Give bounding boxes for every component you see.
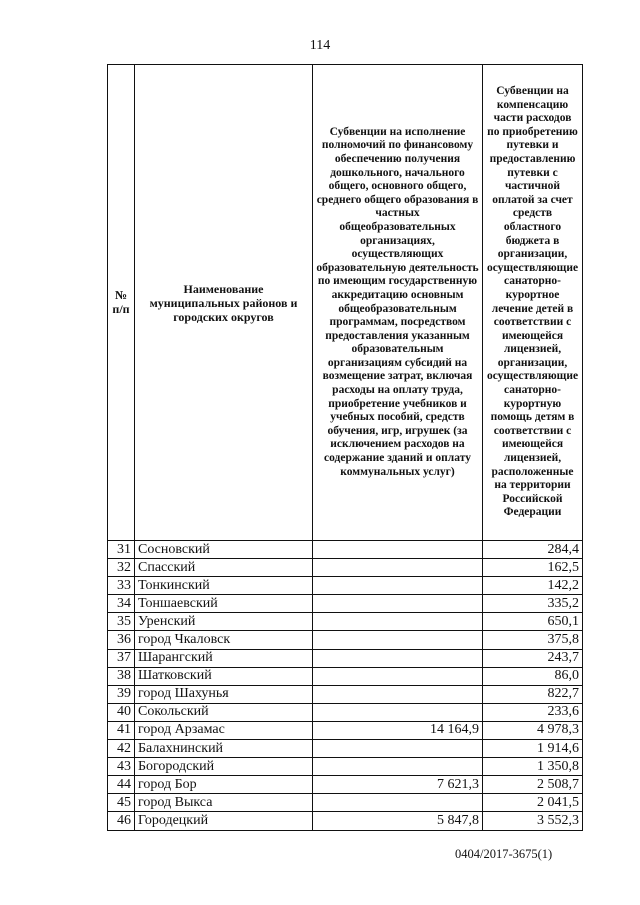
- subvention-sanatorium-cell: 3 552,3: [483, 812, 583, 830]
- table-row: [108, 595, 583, 613]
- row-number-cell: 45: [108, 794, 135, 812]
- table-row: [108, 812, 583, 830]
- subvention-private-schools-cell: [313, 577, 483, 595]
- municipality-name-cell: город Выкса: [135, 794, 313, 812]
- document-code: 0404/2017-3675(1): [455, 847, 553, 861]
- subvention-sanatorium-cell: 1 914,6: [483, 740, 583, 758]
- table-row: [108, 667, 583, 685]
- table-row: [108, 721, 583, 739]
- table-row: [108, 559, 583, 577]
- header-municipality-name: Наименование муниципальных районов и городских округов: [135, 65, 313, 541]
- municipality-name-cell: Городецкий: [135, 812, 313, 830]
- row-number-cell: 46: [108, 812, 135, 830]
- row-number-cell: 42: [108, 740, 135, 758]
- table-row: [108, 794, 583, 812]
- subvention-private-schools-cell: 14 164,9: [313, 721, 483, 739]
- table-row: [108, 631, 583, 649]
- municipality-name-cell: город Чкаловск: [135, 631, 313, 649]
- municipality-name-cell: Шарангский: [135, 649, 313, 667]
- subvention-private-schools-cell: [313, 794, 483, 812]
- header-subvention-private-schools: Субвенции на исполнение полномочий по финансовому обеспечению получения дошкольного, начального общего, основного общего, среднего общего образования в частных общеобразовательных организациях, осуществляющих образовательную деятельность по имеющим государственную аккредитацию основным общеобразовательным программам, посредством предоставления указанным образовательным организациям субсидий на возмещение затрат, включая расходы на оплату труда, приобретение учебников и учебных пособий, средств обучения, игр, игрушек (за исключением расходов на содержание зданий и оплату коммунальных услуг): [313, 65, 483, 541]
- subvention-private-schools-cell: [313, 613, 483, 631]
- subvention-private-schools-cell: [313, 685, 483, 703]
- subvention-private-schools-cell: [313, 595, 483, 613]
- municipality-name-cell: Сокольский: [135, 703, 313, 721]
- subvention-sanatorium-cell: 233,6: [483, 703, 583, 721]
- row-number-cell: 34: [108, 595, 135, 613]
- subvention-sanatorium-cell: 1 350,8: [483, 758, 583, 776]
- table-header-row: [108, 65, 583, 541]
- table-row: [108, 613, 583, 631]
- municipality-name-cell: город Арзамас: [135, 721, 313, 739]
- subvention-private-schools-cell: [313, 631, 483, 649]
- subvention-private-schools-cell: [313, 649, 483, 667]
- header-row-number: № п/п: [108, 65, 135, 541]
- table-row: [108, 649, 583, 667]
- row-number-cell: 31: [108, 541, 135, 559]
- table-row: [108, 541, 583, 559]
- subvention-private-schools-cell: [313, 740, 483, 758]
- municipality-name-cell: Уренский: [135, 613, 313, 631]
- municipality-name-cell: Сосновский: [135, 541, 313, 559]
- row-number-cell: 32: [108, 559, 135, 577]
- municipality-name-cell: город Шахунья: [135, 685, 313, 703]
- municipality-name-cell: Тоншаевский: [135, 595, 313, 613]
- subvention-sanatorium-cell: 162,5: [483, 559, 583, 577]
- subvention-sanatorium-cell: 243,7: [483, 649, 583, 667]
- municipality-name-cell: Спасский: [135, 559, 313, 577]
- row-number-cell: 39: [108, 685, 135, 703]
- row-number-cell: 38: [108, 667, 135, 685]
- municipality-name-cell: Шатковский: [135, 667, 313, 685]
- subvention-sanatorium-cell: 284,4: [483, 541, 583, 559]
- subvention-sanatorium-cell: 822,7: [483, 685, 583, 703]
- subvention-sanatorium-cell: 142,2: [483, 577, 583, 595]
- municipality-name-cell: город Бор: [135, 776, 313, 794]
- subvention-sanatorium-cell: 375,8: [483, 631, 583, 649]
- row-number-cell: 36: [108, 631, 135, 649]
- subvention-private-schools-cell: [313, 541, 483, 559]
- table-row: [108, 685, 583, 703]
- subvention-sanatorium-cell: 335,2: [483, 595, 583, 613]
- table-row: [108, 703, 583, 721]
- subvention-sanatorium-cell: 650,1: [483, 613, 583, 631]
- table-row: [108, 740, 583, 758]
- subvention-private-schools-cell: 5 847,8: [313, 812, 483, 830]
- municipality-name-cell: Балахнинский: [135, 740, 313, 758]
- subvention-private-schools-cell: [313, 703, 483, 721]
- subventions-table: [107, 64, 583, 831]
- subvention-private-schools-cell: [313, 758, 483, 776]
- row-number-cell: 33: [108, 577, 135, 595]
- page-number: 114: [309, 38, 331, 53]
- municipality-name-cell: Богородский: [135, 758, 313, 776]
- table-row: [108, 776, 583, 794]
- subvention-private-schools-cell: [313, 667, 483, 685]
- row-number-cell: 35: [108, 613, 135, 631]
- subvention-sanatorium-cell: 4 978,3: [483, 721, 583, 739]
- subvention-sanatorium-cell: 86,0: [483, 667, 583, 685]
- row-number-cell: 44: [108, 776, 135, 794]
- row-number-cell: 37: [108, 649, 135, 667]
- row-number-cell: 40: [108, 703, 135, 721]
- row-number-cell: 43: [108, 758, 135, 776]
- subvention-sanatorium-cell: 2 041,5: [483, 794, 583, 812]
- table-row: [108, 577, 583, 595]
- row-number-cell: 41: [108, 721, 135, 739]
- subvention-private-schools-cell: 7 621,3: [313, 776, 483, 794]
- table-row: [108, 758, 583, 776]
- municipality-name-cell: Тонкинский: [135, 577, 313, 595]
- subvention-sanatorium-cell: 2 508,7: [483, 776, 583, 794]
- header-subvention-sanatorium-vouchers: Субвенции на компенсацию части расходов по приобретению путевки и предоставлению путевки с частичной оплатой за счет средств областного бюджета в организации, осуществляющие санаторно-курортное лечение детей в соответствии с имеющейся лицензией, организации, осуществляющие санаторно-курортную помощь детям в соответствии с имеющейся лицензией, расположенные на территории Российской Федерации: [483, 65, 583, 541]
- subvention-private-schools-cell: [313, 559, 483, 577]
